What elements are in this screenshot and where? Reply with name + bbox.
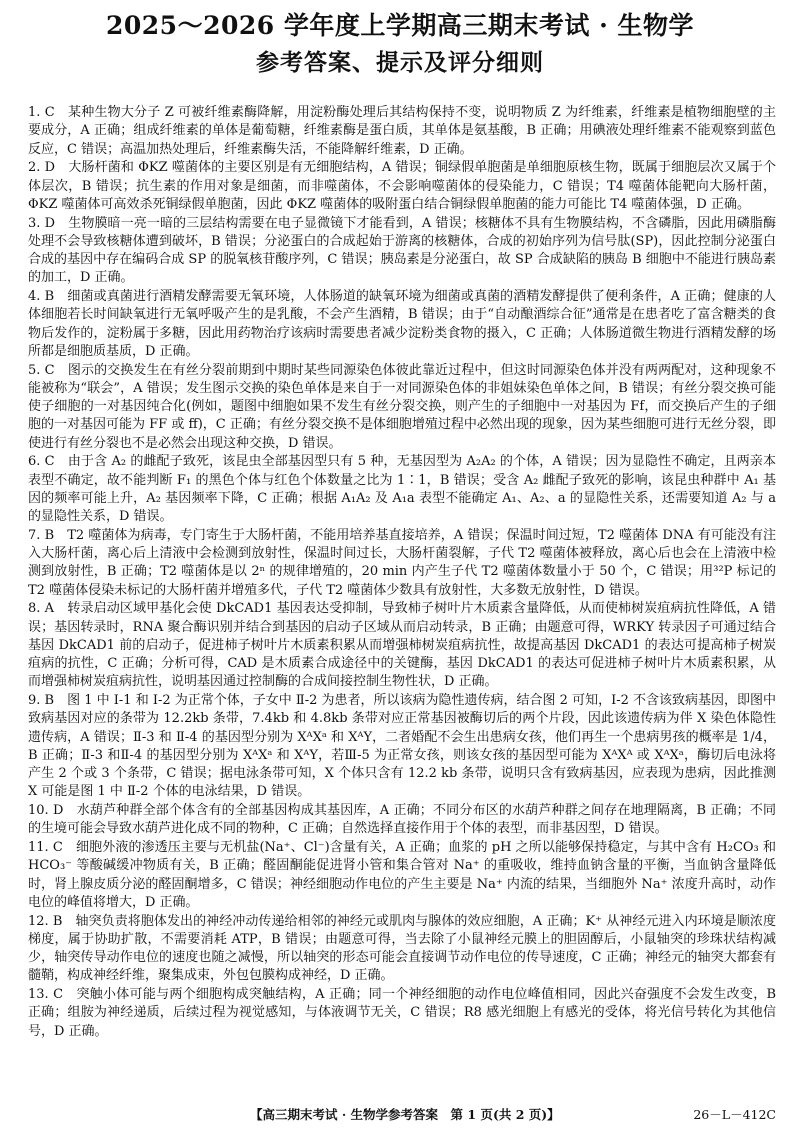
page-title: 2025～2026 学年度上学期高三期末考试 · 生物学 [106, 11, 694, 40]
answer-item-8: 8. A 转录启动区域甲基化会使 DkCAD1 基因表达受抑制，导致柿子树叶片木质素含量降低，从而使柿树炭疽病抗性降低，A 错误；基因转录时，RNA 聚合酶识别并结合到基因的启动子区域从而启动转录，B 正确；由题意可得，WRKY 转录因子可通过结合基因 DkCAD1 前的启动子，促进柿子树叶片木质素积累从而增强柿树炭疽病抗性，故提高基因 DkCAD1 的表达可提高柿子树炭疽病的抗性，C 正确；分析可得，CAD 是木质素合成途径中的关键酶，基因 DkCAD1 的表达可促进柿子树叶片木质素积累，从而增强柿树炭疽病抗性，说明基因通过控制酶的合成间接控制生物性状，D 正确。 [28, 601, 776, 690]
footer-page-info: 【高三期末考试 · 生物学参考答案 第 1 页(共 2 页)】 [250, 1107, 560, 1122]
answer-item-9: 9. B 图 1 中 Ⅰ-1 和 Ⅰ-2 为正常个体，子女中 Ⅱ-2 为患者，所以该病为隐性遗传病，结合图 2 可知，Ⅰ-2 不含该致病基因，即图中致病基因对应的条带为 12.2kb 条带，7.4kb 和 4.8kb 条带对应正常基因被酶切后的两个片段，因此该遗传病为伴 X 染色体隐性遗传病，A 错误；Ⅱ-3 和 Ⅱ-4 的基因型分别为 XᴬXᵃ 和 XᴬY，二者婚配不会生出患病女孩，他们再生一个患病男孩的概率是 1/4，B 正确；Ⅱ-3 和Ⅱ-4 的基因型分别为 XᴬXᵃ 和 XᴬY，若Ⅲ-5 为正常女孩，则该女孩的基因型可能为 XᴬXᴬ 或 XᴬXᵃ，酶切后电泳将产生 2 个或 3 个条带，C 错误；据电泳条带可知，X 个体只含有 12.2 kb 条带，说明只含有致病基因，应表现为患病，因此推测 X 可能是图 1 中 Ⅱ-2 个体的电泳结果，D 错误。 [28, 693, 776, 800]
answer-list [28, 104, 776, 1041]
answer-item-10: 10. D 水葫芦种群全部个体含有的全部基因构成其基因库，A 正确；不同分布区的水葫芦种群之间存在地理隔离，B 正确；不同的生境可能会导致水葫芦进化成不同的物种，C 正确；自然选择直接作用于个体的表型，而非基因型，D 错误。 [28, 803, 776, 837]
answer-item-4: 4. B 细菌或真菌进行酒精发酵需要无氧环境，人体肠道的缺氧环境为细菌或真菌的酒精发酵提供了便利条件，A 正确；健康的人体细胞若长时间缺氧进行无氧呼吸产生的是乳酸，不会产生酒精，B 错误；由于“自动酿酒综合征”通常是在患者吃了富含糖类的食物后发作的，淀粉属于多糖，因此用药物治疗该病时需要患者减少淀粉类食物的摄入，C 正确；人体肠道微生物进行酒精发酵的场所都是细胞质基质，D 正确。 [28, 289, 776, 359]
answer-item-13: 13. C 突触小体可能与两个细胞构成突触结构，A 正确；同一个神经细胞的动作电位峰值相同，因此兴奋强度不会发生改变，B 正确；组胺为神经递质，后续过程为视觉感知，与体液调节无关，C 错误；R8 感光细胞上有感光的受体，将光信号转化为其他信号，D 正确。 [28, 987, 776, 1039]
answer-item-3: 3. D 生物膜暗一亮一暗的三层结构需要在电子显微镜下才能看到，A 错误；核糖体不具有生物膜结构，不含磷脂，因此用磷脂酶处理不会导致核糖体遭到破坏，B 错误；分泌蛋白的合成起始于游离的核糖体，合成的初始序列为信号肽(SP)，因此控制分泌蛋白合成的基因中存在编码合成 SP 的脱氧核苷酸序列，C 错误；胰岛素是分泌蛋白，故 SP 合成缺陷的胰岛 B 细胞中不能进行胰岛素的加工，D 正确。 [28, 215, 776, 286]
answer-item-5: 5. C 图示的交换发生在有丝分裂前期到中期时某些同源染色体彼此靠近过程中，但这时同源染色体并没有两两配对，这种现象不能被称为“联会”，A 错误；发生图示交换的染色单体是来自于一对同源染色体的非姐妹染色单体之间，B 错误；有丝分裂交换可能使子细胞的一对基因纯合化(例如，题图中细胞如果不发生有丝分裂交换，则产生的子细胞中一对基因为 Ff，而交换后产生的子细胞的一对基因可能为 FF 或 ff)，C 正确；有丝分裂交换不是体细胞增殖过程中必然出现的现象，因为某些细胞可进行无丝分裂，即使进行有丝分裂也不是必然会出现这种交换，D 错误。 [28, 362, 776, 451]
answer-item-7: 7. B T2 噬菌体为病毒，专门寄生于大肠杆菌，不能用培养基直接培养，A 错误；保温时间过短，T2 噬菌体 DNA 有可能没有注入大肠杆菌，离心后上清液中会检测到放射性，保温时间过长，大肠杆菌裂解，子代 T2 噬菌体被释放，离心后也会在上清液中检测到放射性，B 正确；T2 噬菌体是以 2ⁿ 的规律增殖的，20 min 内产生子代 T2 噬菌体数量小于 50 个，C 错误；用³²P 标记的 T2 噬菌体侵染未标记的大肠杆菌并增殖多代，子代 T2 噬菌体少数具有放射性，大多数无放射性，D 错误。 [28, 527, 776, 598]
answer-item-6: 6. C 由于含 A₂ 的雌配子致死，该昆虫全部基因型只有 5 种，无基因型为 A₂A₂ 的个体，A 错误；因为显隐性不确定，且两亲本表型不确定，故不能判断 F₁ 的黑色个体与红色个体数量之比为 1∶1，B 错误；受含 A₂ 雌配子致死的影响，该昆虫种群中 A₁ 基因的频率可能上升，A₂ 基因频率下降，C 正确；根据 A₁A₂ 及 A₁a 表型不能确定 A₁、A₂、a 的显隐性关系，还需要知道 A₂ 与 a 的显隐性关系，D 错误。 [28, 454, 776, 524]
footer-exam-code: 26－L－412C [693, 1107, 776, 1122]
answer-item-1: 1. C 某种生物大分子 Z 可被纤维素酶降解，用淀粉酶处理后其结构保持不变，说明物质 Z 为纤维素，纤维素是植物细胞壁的主要成分，A 正确；组成纤维素的单体是葡萄糖，纤维素酶是蛋白质，其单体是氨基酸，B 正确；用碘液处理纤维素不能观察到蓝色反应，C 错误；高温加热处理后，纤维素酶失活，不能降解纤维素，D 正确。 [28, 105, 776, 157]
answer-item-11: 11. C 细胞外液的渗透压主要与无机盐(Na⁺、Cl⁻)含量有关，A 正确；血浆的 pH 之所以能够保持稳定，与其中含有 H₂CO₃ 和 HCO₃⁻ 等酸碱缓冲物质有关，B 正确；醛固酮能促进肾小管和集合管对 Na⁺ 的重吸收，维持血钠含量的平衡，当血钠含量降低时，肾上腺皮质分泌的醛固酮增多，C 错误；神经细胞动作电位的产生主要是 Na⁺ 内流的结果，当细胞外 Na⁺ 浓度升高时，动作电位的峰值将增大，D 正确。 [28, 840, 776, 910]
page-subtitle: 参考答案、提示及评分细则 [256, 49, 544, 76]
answer-item-2: 2. D 大肠杆菌和 ΦKZ 噬菌体的主要区别是有无细胞结构，A 错误；铜绿假单胞菌是单细胞原核生物，既属于细胞层次又属于个体层次，B 错误；抗生素的作用对象是细菌，而非噬菌体，不会影响噬菌体的侵染能力，C 错误；T4 噬菌体能靶向大肠杆菌，ΦKZ 噬菌体可高效杀死铜绿假单胞菌，因此 ΦKZ 噬菌体的吸附蛋白结合铜绿假单胞菌的能力可能比 T4 噬菌体强，D 正确。 [28, 160, 776, 212]
answer-item-12: 12. B 轴突负责将胞体发出的神经冲动传递给相邻的神经元或肌肉与腺体的效应细胞，A 正确；K⁺ 从神经元进入内环境是顺浓度梯度，属于协助扩散，不需要消耗 ATP，B 错误；由题意可得，当去除了小鼠神经元膜上的胆固醇后，小鼠轴突的珍珠状结构减少，轴突传导动作电位的速度也随之减慢，所以轴突的形态可能会直接调节动作电位的传导速度，C 正确；神经元的轴突大都套有髓鞘，构成神经纤维，聚集成束，外包包膜构成神经，D 正确。 [28, 913, 776, 984]
